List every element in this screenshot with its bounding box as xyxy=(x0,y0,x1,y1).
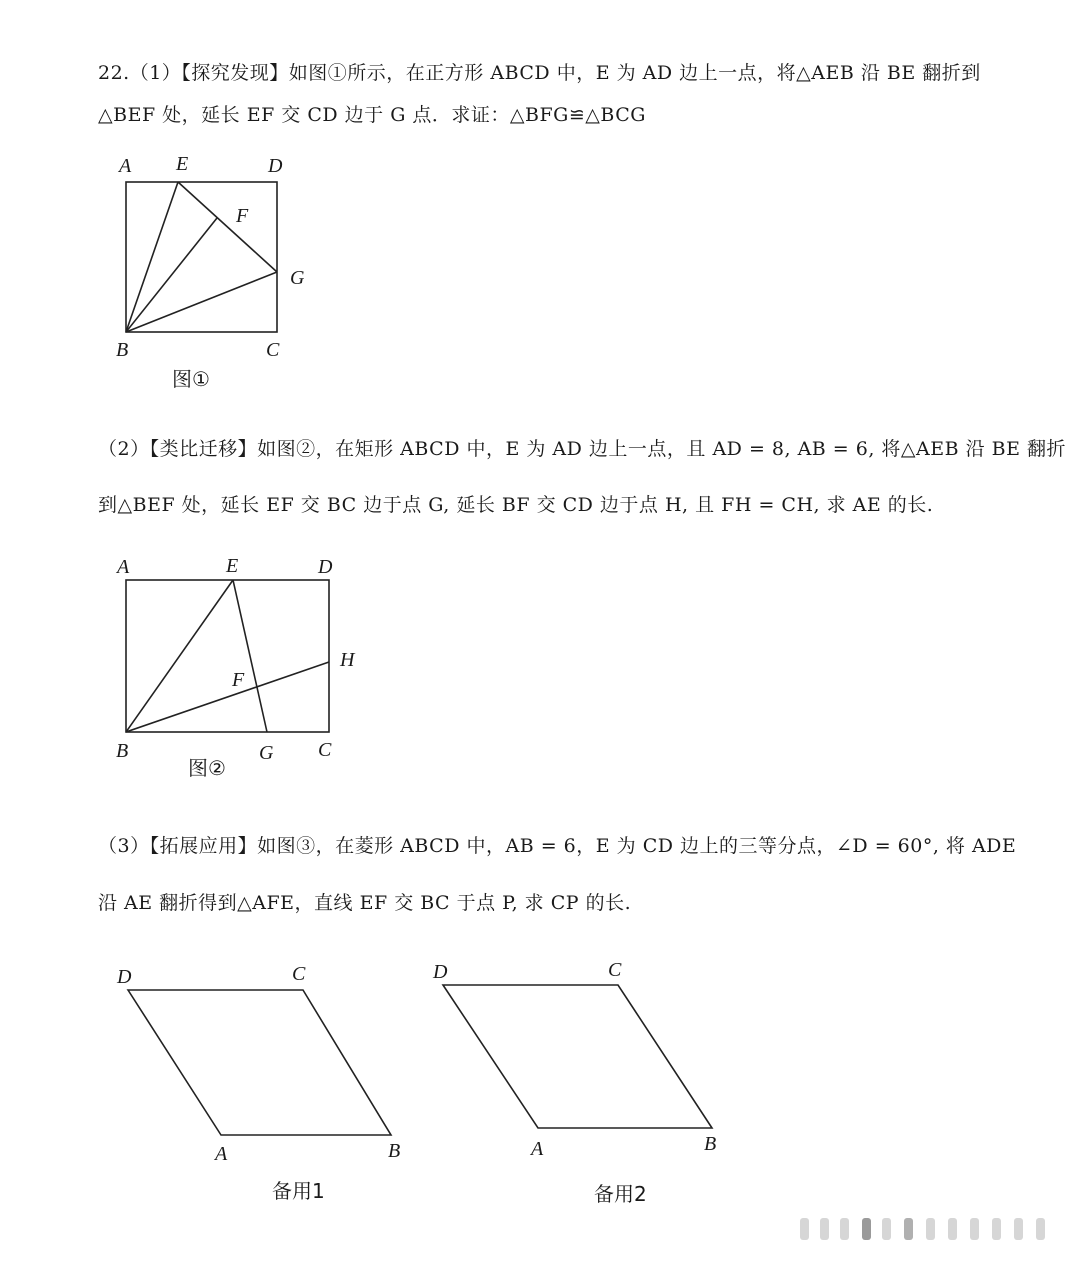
fig2-label-f: F xyxy=(232,669,245,691)
fig2-segment-eg xyxy=(233,580,267,732)
fig1-segment-eg xyxy=(178,182,277,272)
fig1-label-b: B xyxy=(116,339,129,361)
fig1-label-g: G xyxy=(290,267,305,289)
fig1-label-f: F xyxy=(236,205,249,227)
fig1-segment-bg xyxy=(126,272,277,332)
fig1-segment-bf xyxy=(126,218,217,332)
fig3a-caption: 备用1 xyxy=(272,1179,325,1203)
fig2-caption: 图② xyxy=(188,756,226,780)
fig2-label-g: G xyxy=(259,742,274,764)
figure-1 xyxy=(116,153,305,391)
part2-line1: （2）【类比迁移】如图②，在矩形 ABCD 中，E 为 AD 边上一点，且 AD = 8, AB = 6, 将△AEB 沿 BE 翻折 xyxy=(98,438,1067,460)
fig1-label-e: E xyxy=(176,153,189,175)
fig1-segment-be xyxy=(126,182,178,332)
fig3b-caption: 备用2 xyxy=(594,1182,647,1206)
part1-line2: △BEF 处，延长 EF 交 CD 边于 G 点．求证：△BFG≌△BCG xyxy=(98,104,646,126)
fig2-label-e: E xyxy=(226,555,239,577)
fig2-segment-be xyxy=(126,580,233,732)
part3-line2: 沿 AE 翻折得到△AFE，直线 EF 交 BC 于点 P, 求 CP 的长. xyxy=(98,892,632,914)
fig2-label-b: B xyxy=(116,740,129,762)
fig1-label-a: A xyxy=(119,155,132,177)
fig1-caption: 图① xyxy=(172,367,210,391)
part2-line2: 到△BEF 处，延长 EF 交 BC 边于点 G, 延长 BF 交 CD 边于点 H, 且 FH = CH, 求 AE 的长. xyxy=(98,494,934,516)
fig3b-label-d: D xyxy=(433,961,448,983)
fig3b-label-a: A xyxy=(531,1138,544,1160)
figure-3-spare-2 xyxy=(432,959,716,1206)
fig2-segment-bh xyxy=(126,662,329,732)
fig2-label-c: C xyxy=(318,739,332,761)
fig1-label-c: C xyxy=(266,339,280,361)
fig2-label-d: D xyxy=(318,556,333,578)
fig3a-rhombus xyxy=(128,990,391,1135)
fig3b-label-b: B xyxy=(704,1133,717,1155)
part1-line1: 22.（1）【探究发现】如图①所示，在正方形 ABCD 中，E 为 AD 边上一点，将△AEB 沿 BE 翻折到 xyxy=(98,62,981,84)
fig2-label-h: H xyxy=(340,649,355,671)
scan-artifact-strip xyxy=(800,1208,1060,1242)
fig3a-label-c: C xyxy=(292,963,306,985)
fig3b-rhombus xyxy=(443,985,712,1128)
fig1-square xyxy=(126,182,277,332)
fig1-label-d: D xyxy=(268,155,283,177)
fig2-rectangle xyxy=(126,580,329,732)
figure-3-spare-1 xyxy=(116,963,400,1203)
fig3a-label-d: D xyxy=(117,966,132,988)
figure-2 xyxy=(115,555,356,780)
part3-line1: （3）【拓展应用】如图③，在菱形 ABCD 中，AB = 6，E 为 CD 边上的三等分点，∠D = 60°, 将 ADE xyxy=(98,835,1017,857)
fig3a-label-b: B xyxy=(388,1140,401,1162)
fig3b-label-c: C xyxy=(608,959,622,981)
fig2-label-a: A xyxy=(117,556,130,578)
fig3a-label-a: A xyxy=(215,1143,228,1165)
